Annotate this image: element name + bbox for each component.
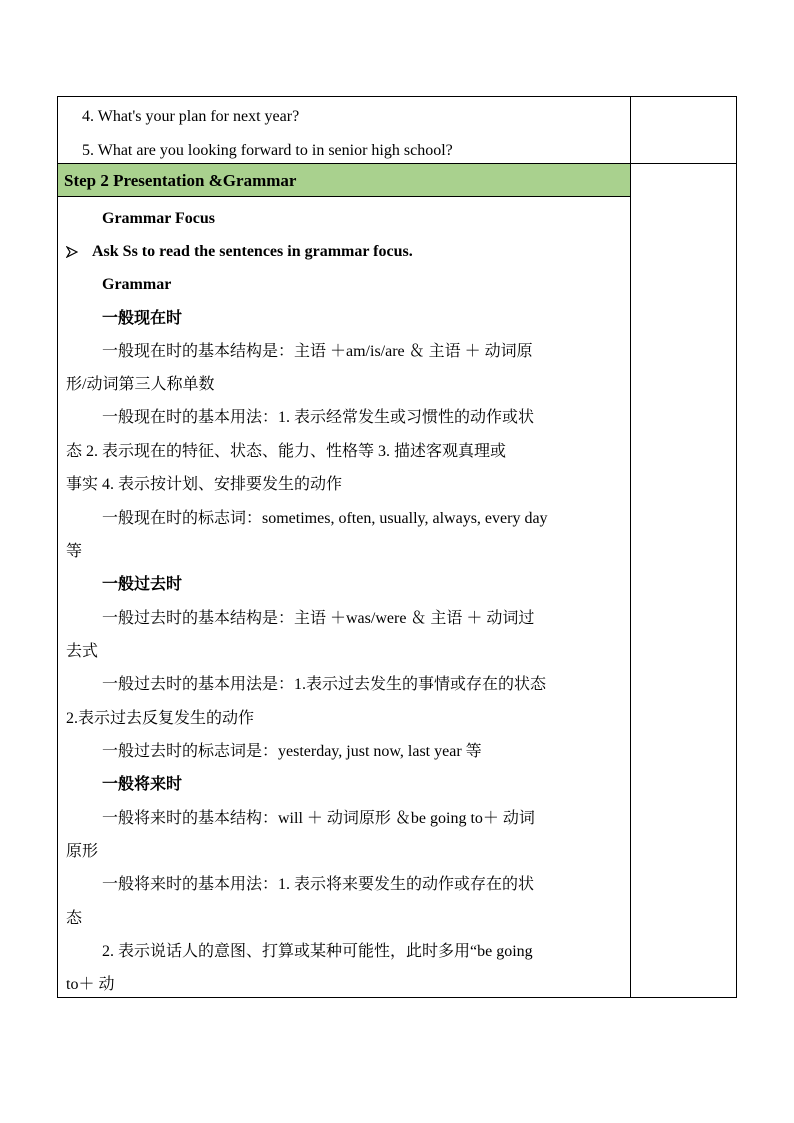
future-usage-line-2: 态 (66, 910, 83, 927)
question-4: 4. What's your plan for next year? (82, 108, 300, 125)
present-usage-line-2: 态 2. 表示现在的特征、状态、能力、性格等 3. 描述客观真理或 (66, 443, 507, 460)
step-header-band (58, 164, 630, 197)
past-usage-line-1: 一般过去时的基本用法是：1.表示过去发生的事情或存在的状态 (102, 676, 547, 693)
future-tense-heading: 一般将来时 (102, 776, 183, 793)
past-usage-line-2: 2.表示过去反复发生的动作 (66, 710, 255, 727)
present-signal-line-1: 一般现在时的标志词：sometimes, often, usually, always, every day (102, 510, 548, 527)
present-tense-heading: 一般现在时 (102, 310, 183, 327)
past-signal: 一般过去时的标志词是：yesterday, just now, last year 等 (102, 743, 482, 760)
grammar-label: Grammar (102, 276, 172, 293)
future-usage-line-3: 2. 表示说话人的意图、打算或某种可能性，此时多用“be going (102, 943, 533, 960)
present-usage-line-3: 事实 4. 表示按计划、安排要发生的动作 (66, 476, 343, 493)
step-title: Step 2 Presentation &Grammar (64, 171, 297, 190)
arrow-bullet-icon (66, 246, 78, 258)
future-usage-line-4: to＋ 动 (66, 976, 115, 993)
present-signal-line-2: 等 (66, 543, 83, 560)
future-structure-line-2: 原形 (66, 843, 99, 860)
grammar-focus-heading: Grammar Focus (102, 210, 216, 227)
present-structure-line-1: 一般现在时的基本结构是：主语 ＋am/is/are ＆ 主语 ＋ 动词原 (102, 343, 533, 360)
bullet-instruction: Ask Ss to read the sentences in grammar focus. (92, 243, 413, 260)
lesson-plan-table (57, 96, 737, 998)
future-structure-line-1: 一般将来时的基本结构：will ＋ 动词原形 ＆be going to＋ 动词 (102, 810, 535, 827)
column-divider (630, 97, 631, 997)
future-usage-line-1: 一般将来时的基本用法：1. 表示将来要发生的动作或存在的状 (102, 876, 535, 893)
past-tense-heading: 一般过去时 (102, 576, 183, 593)
past-structure-line-2: 去式 (66, 643, 99, 660)
past-structure-line-1: 一般过去时的基本结构是：主语 ＋was/were ＆ 主语 ＋ 动词过 (102, 610, 535, 627)
present-usage-line-1: 一般现在时的基本用法：1. 表示经常发生或习惯性的动作或状 (102, 409, 535, 426)
present-structure-line-2: 形/动词第三人称单数 (66, 376, 215, 393)
question-5: 5. What are you looking forward to in senior high school? (82, 142, 453, 159)
